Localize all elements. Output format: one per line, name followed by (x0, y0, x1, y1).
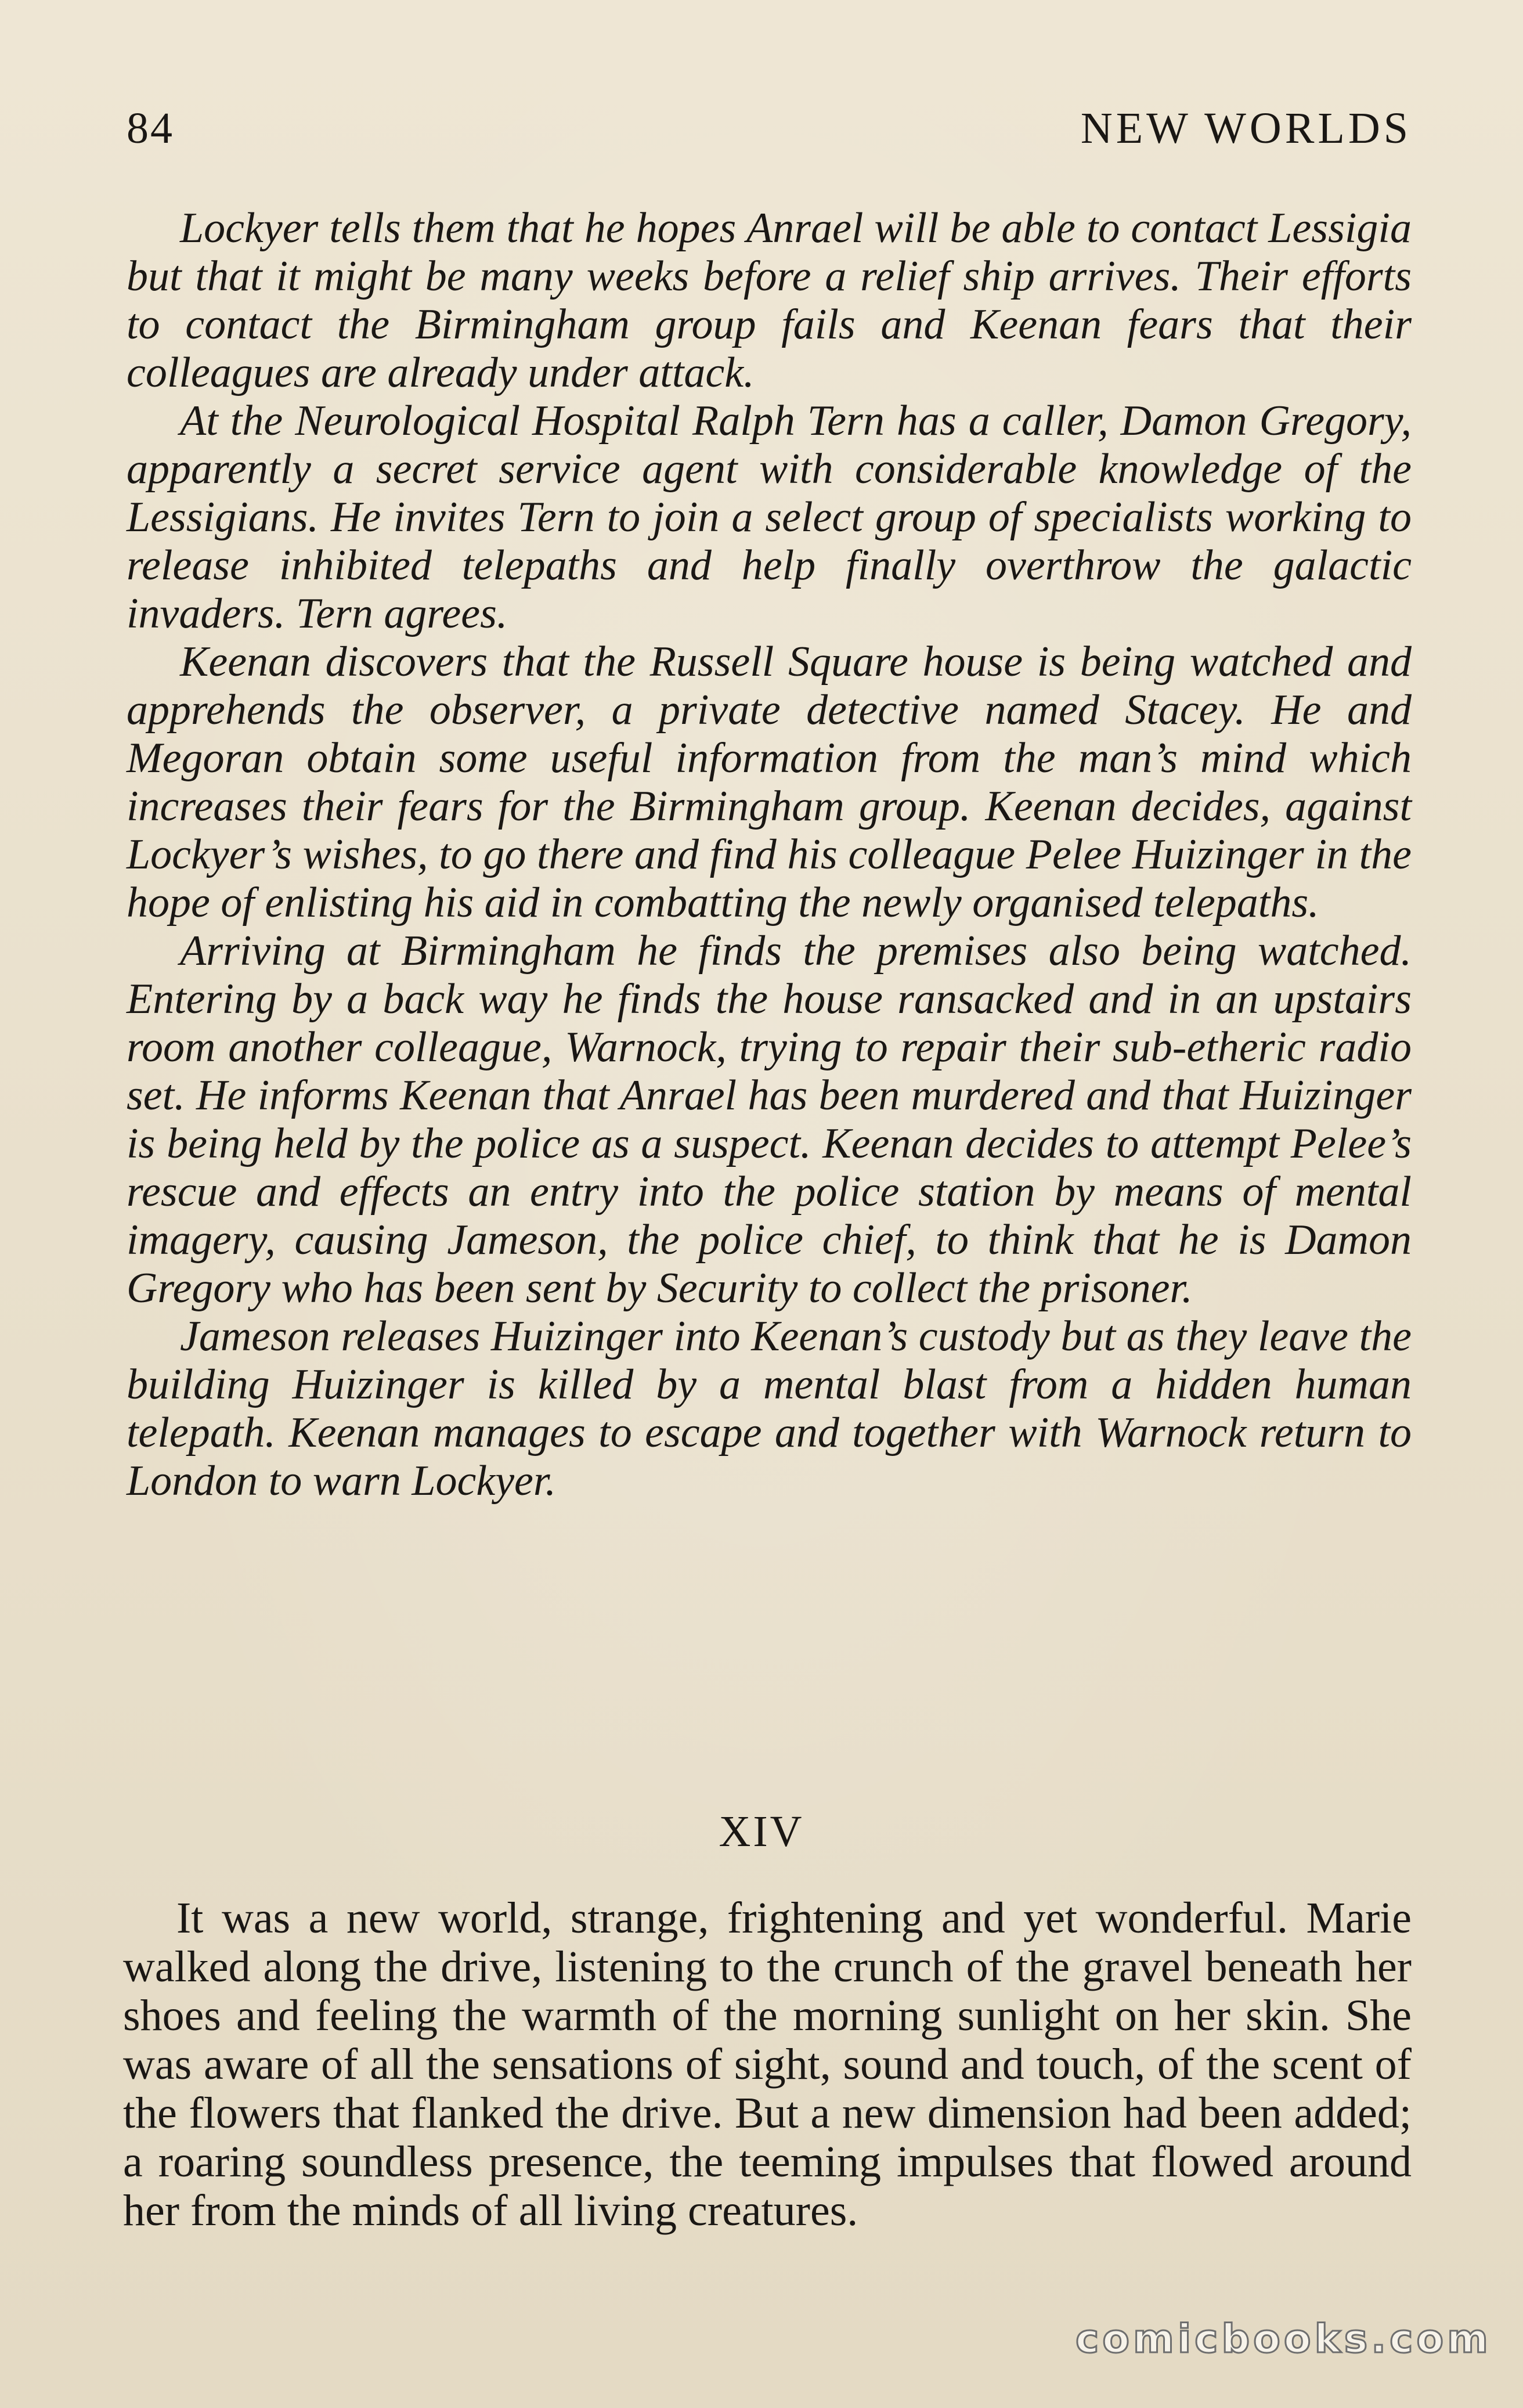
synopsis-section (127, 204, 1412, 1505)
synopsis-paragraph: At the Neurological Hospital Ralph Tern has a caller, Damon Gregory, apparently a secret service agent with considerable knowledge of the Lessigians. He invites Tern to join a select group of specialists working to release inhibited telepaths and help finally overthrow the galactic invaders. Tern agrees. (127, 397, 1412, 637)
chapter-heading: XIV (719, 1807, 804, 1856)
page-header (127, 103, 1412, 161)
running-title: NEW WORLDS (1080, 104, 1412, 153)
body-paragraph: It was a new world, strange, frightening and yet wonderful. Marie walked along the drive, listening to the crunch of the gravel beneath her shoes and feeling the warmth of the morning sunlight on her skin. She was aware of all the sensations of sight, sound and touch, of the scent of the flowers that flanked the drive. But a new dimension had been added; a roaring soundless presence, the teeming impulses that flowed around her from the minds of all living creatures. (123, 1894, 1412, 2235)
chapter-body (123, 1894, 1412, 2235)
page-number: 84 (127, 104, 174, 153)
synopsis-paragraph: Arriving at Birmingham he finds the premises also being watched. Entering by a back way he finds the house ransacked and in an upstairs room another colleague, Warnock, trying to repair their sub-etheric radio set. He informs Keenan that Anrael has been murdered and that Huizinger is being held by the police as a suspect. Keenan decides to attempt Pelee’s rescue and effects an entry into the police station by means of mental imagery, causing Jameson, the police chief, to think that he is Damon Gregory who has been sent by Security to collect the prisoner. (127, 927, 1412, 1312)
watermark: comicbooks.com (1075, 2316, 1492, 2362)
synopsis-paragraph: Lockyer tells them that he hopes Anrael will be able to contact Lessigia but that it might be many weeks before a relief ship arrives. Their efforts to contact the Birmingham group fails and Keenan fears that their colleagues are already under attack. (127, 204, 1412, 396)
synopsis-paragraph: Jameson releases Huizinger into Keenan’s custody but as they leave the building Huizinger is killed by a mental blast from a hidden human telepath. Keenan manages to escape and together with Warnock return to London to warn Lockyer. (127, 1313, 1412, 1505)
synopsis-paragraph: Keenan discovers that the Russell Square house is being watched and apprehends the observer, a private detective named Stacey. He and Megoran obtain some useful information from the man’s mind which increases their fears for the Birmingham group. Keenan decides, against Lockyer’s wishes, to go there and find his colleague Pelee Huizinger in the hope of enlisting his aid in combatting the newly organised telepaths. (127, 638, 1412, 927)
